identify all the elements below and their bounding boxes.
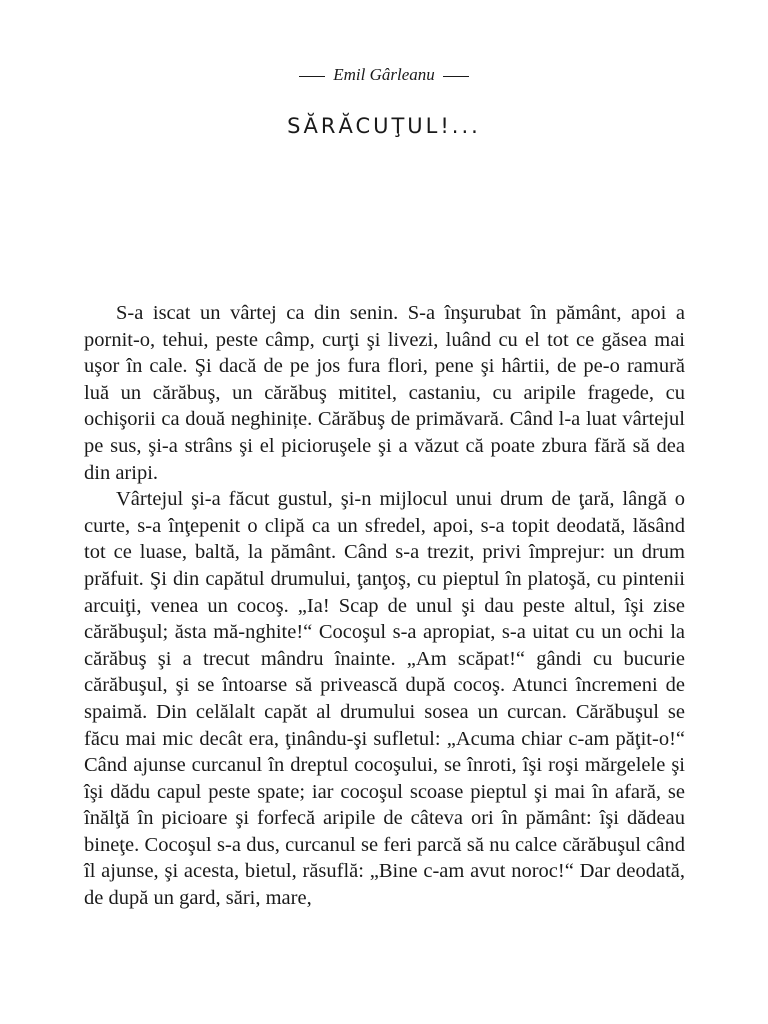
story-body — [84, 300, 685, 912]
right-dash-rule — [443, 76, 469, 77]
author-name: Emil Gârleanu — [333, 65, 435, 84]
story-title: SĂRĂCUŢUL!... — [287, 114, 481, 138]
running-header — [0, 64, 768, 86]
paragraph-2: Vârtejul şi-a făcut gustul, şi-n mijlocul unui drum de ţară, lângă o curte, s-a înţepenit o clipă ca un sfredel, apoi, s-a topit deodată, lăsând tot ce luase, baltă, la pământ. Când s-a trezit, privi împrejur: un drum prăfuit. Şi din capătul drumului, ţanţoş, cu pieptul în platoşă, cu pintenii arcuiţi, venea un cocoş. „Ia! Scap de unul şi dau peste altul, îşi zise cărăbuşul; ăsta mă-nghite!“ Cocoşul s-a apropiat, s-a uitat cu un ochi la cărăbuş şi a trecut mândru înainte. „Am scăpat!“ gândi cu bucurie cărăbuşul, şi se întoarse să privească după cocoş. Atunci încremeni de spaimă. Din celălalt capăt al drumului sosea un curcan. Cărăbuşul se făcu mai mic decât era, ţinându-şi sufletul: „Acuma chiar c-am păţit-o!“ Când ajunse curcanul în dreptul cocoşului, se înroti, îşi roşi mărgelele şi îşi dădu capul peste spate; iar cocoşul scoase pieptul şi mai în afară, se înălţă în picioare şi forfecă aripile de câteva ori în pământ: îşi dădeau bineţe. Cocoşul s-a dus, curcanul se feri parcă să nu calce cărăbuşul când îl ajunse, şi acesta, bietul, răsuflă: „Bine c-am avut noroc!“ Dar deodată, de după un gard, sări, mare, — [84, 488, 685, 910]
paragraph-1: S-a iscat un vârtej ca din senin. S-a înşurubat în pământ, apoi a pornit-o, tehui, peste câmp, curţi şi livezi, luând cu el tot ce găsea mai uşor în cale. Şi dacă de pe jos fura flori, pene şi hârtii, de pe-o ramură luă un cărăbuş, un cărăbuş mititel, castaniu, cu aripile fragede, cu ochişorii ca două neghinițe. Cărăbuş de primăvară. Când l-a luat vârtejul pe sus, şi-a strâns şi el picioruşele şi a văzut că poate zbura fără să dea din aripi. — [84, 302, 685, 484]
left-dash-rule — [299, 76, 325, 77]
